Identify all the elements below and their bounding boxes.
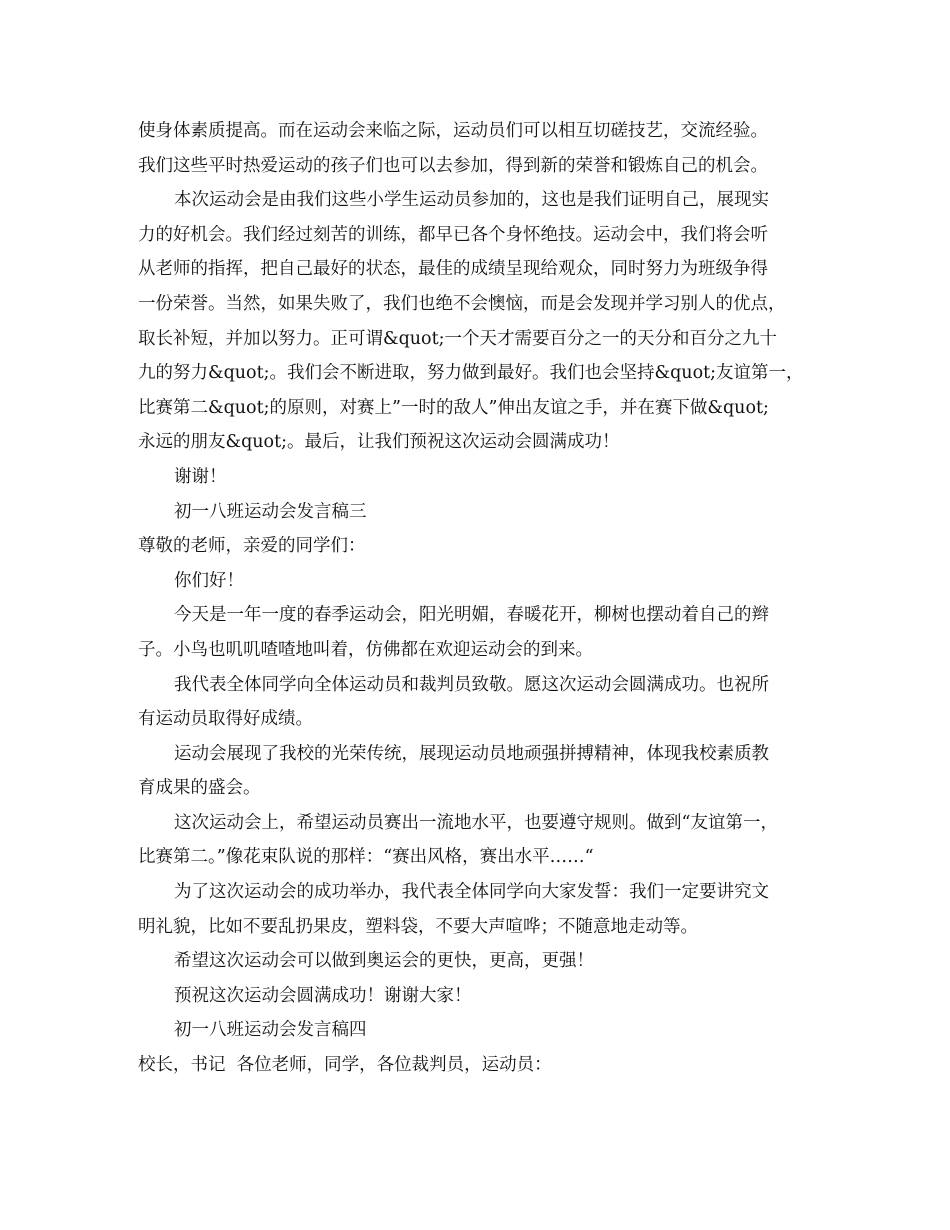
greeting-line: 你们好！ bbox=[174, 570, 244, 591]
text-line-11: 谢谢！ bbox=[174, 466, 227, 487]
text-line-5: 从老师的指挥，把自己最好的状态，最佳的成绩呈现给观众，同时努力为班级争得 bbox=[138, 259, 768, 280]
text-line-6: 一份荣誉。当然，如果失败了，我们也绝不会懊恼，而是会发现并学习别人的优点， bbox=[138, 293, 786, 314]
text-line-7: 取长补短，并加以努力。正可谓&quot;一个天才需要百分之一的天分和百分之九十 bbox=[138, 328, 778, 349]
text-line-1: 使身体素质提高。而在运动会来临之际，运动员们可以相互切磋技艺，交流经验。 bbox=[138, 121, 768, 141]
section-heading-4: 初一八班运动会发言稿四 bbox=[174, 1020, 367, 1041]
text-line-2: 我们这些平时热爱运动的孩子们也可以去参加，得到新的荣誉和锻炼自己的机会。 bbox=[138, 155, 768, 176]
text-line-18: 有运动员取得好成绩。 bbox=[138, 709, 313, 730]
text-line-15: 今天是一年一度的春季运动会，阳光明媚，春暖花开，柳树也摆动着自己的辫 bbox=[174, 605, 769, 626]
text-line-9: 比赛第二&quot;的原则，对赛上”一时的敌人”伸出友谊之手，并在赛下做&quot; bbox=[138, 397, 769, 418]
text-line-10: 永远的朋友&quot;。最后，让我们预祝这次运动会圆满成功！ bbox=[138, 432, 620, 453]
text-line-21: 这次运动会上，希望运动员赛出一流地水平，也要遵守规则。做到“友谊第一， bbox=[174, 812, 778, 833]
section-heading-3: 初一八班运动会发言稿三 bbox=[174, 501, 367, 522]
text-line-20: 育成果的盛会。 bbox=[138, 778, 261, 799]
text-line-25: 希望这次运动会可以做到奥运会的更快，更高，更强！ bbox=[174, 951, 594, 972]
text-line-8: 九的努力&quot;。我们会不断进取，努力做到最好。我们也会坚持&quot;友谊第一， bbox=[138, 363, 804, 384]
document-body bbox=[138, 114, 818, 1083]
text-line-26: 预祝这次运动会圆满成功！谢谢大家！ bbox=[174, 985, 472, 1006]
salutation-line: 尊敬的老师，亲爱的同学们： bbox=[138, 536, 366, 557]
text-line-24: 明礼貌，比如不要乱扔果皮，塑料袋，不要大声喧哗；不随意地走动等。 bbox=[138, 916, 698, 937]
text-line-17: 我代表全体同学向全体运动员和裁判员致敬。愿这次运动会圆满成功。也祝所 bbox=[174, 674, 769, 695]
text-line-19: 运动会展现了我校的光荣传统，展现运动员地顽强拼搏精神，体现我校素质教 bbox=[174, 743, 769, 764]
text-line-4: 力的好机会。我们经过刻苦的训练，都早已各个身怀绝技。运动会中，我们将会听 bbox=[138, 224, 768, 245]
text-line-22: 比赛第二。”像花束队说的那样：“赛出风格，赛出水平……“ bbox=[138, 847, 594, 868]
text-line-23: 为了这次运动会的成功举办，我代表全体同学向大家发誓：我们一定要讲究文 bbox=[174, 882, 769, 903]
text-line-16: 子。小鸟也叽叽喳喳地叫着，仿佛都在欢迎运动会的到来。 bbox=[138, 639, 593, 660]
text-line-3: 本次运动会是由我们这些小学生运动员参加的，这也是我们证明自己，展现实 bbox=[174, 190, 769, 211]
salutation-line-2: 校长，书记 各位老师，同学，各位裁判员，运动员： bbox=[138, 1055, 552, 1076]
